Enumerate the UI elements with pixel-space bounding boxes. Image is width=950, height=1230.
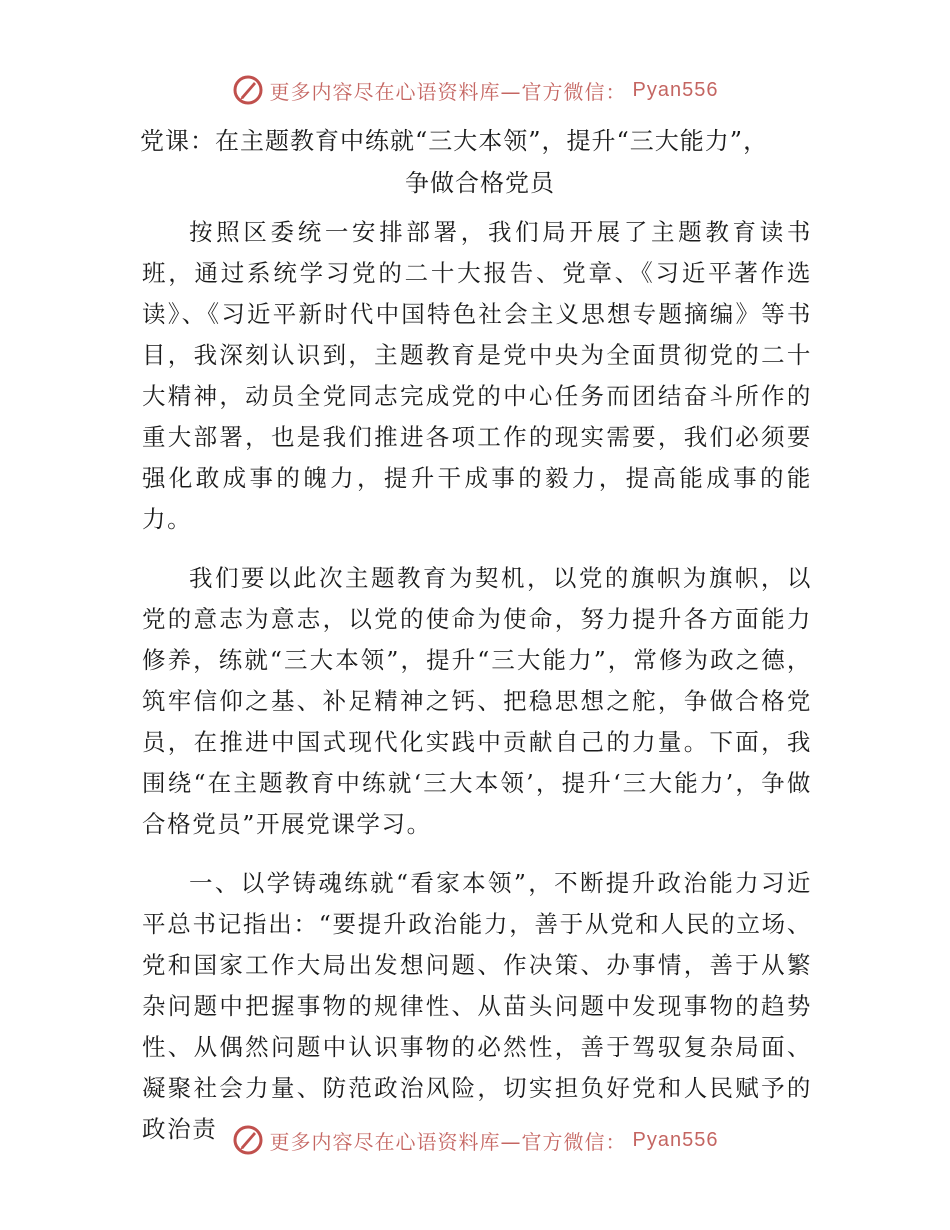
title-line-1: 党课：在主题教育中练就“三大本领”，提升“三大能力”， [140, 127, 769, 155]
watermark-brand: Pyan556 [632, 78, 719, 101]
watermark-text: 更多内容尽在心语资料库—官方微信： [269, 1129, 627, 1154]
header-watermark [0, 70, 950, 110]
paragraph-2: 我们要以此次主题教育为契机，以党的旗帜为旗帜，以党的意志为意志，以党的使命为使命，努力提升各方面能力修养，练就“三大本领”，提升“三大能力”，常修为政之德，筑牢信仰之基、补足精神之钙、把稳思想之舵，争做合格党员，在推进中国式现代化实践中贡献自己的力量。下面，我围绕“在主题教育中练就‘三大本领’，提升‘三大能力’，争做合格党员”开展党课学习。 [142, 564, 812, 838]
watermark-text: 更多内容尽在心语资料库—官方微信： [269, 79, 627, 104]
paragraph-3: 一、以学铸魂练就“看家本领”，不断提升政治能力习近平总书记指出：“要提升政治能力，善于从党和人民的立场、党和国家工作大局出发想问题、作决策、办事情，善于从繁杂问题中把握事物的规律性、从苗头问题中发现事物的趋势性、从偶然问题中认识事物的必然性，善于驾驭复杂局面、凝聚社会力量、防范政治风险，切实担负好党和人民赋予的政治责 [142, 869, 812, 1143]
pen-feather-logo-icon [232, 74, 264, 106]
document-body [142, 212, 812, 1168]
watermark-brand: Pyan556 [632, 1128, 719, 1151]
title-line-2: 争做合格党员 [405, 169, 555, 197]
pen-feather-logo-icon [232, 1124, 264, 1156]
document-title [140, 120, 820, 204]
footer-watermark [0, 1120, 950, 1160]
paragraph-1: 按照区委统一安排部署，我们局开展了主题教育读书班，通过系统学习党的二十大报告、党章、《习近平著作选读》、《习近平新时代中国特色社会主义思想专题摘编》等书目，我深刻认识到，主题教育是党中央为全面贯彻党的二十大精神，动员全党同志完成党的中心任务而团结奋斗所作的重大部署，也是我们推进各项工作的现实需要，我们必须要强化敢成事的魄力，提升干成事的毅力，提高能成事的能力。 [142, 218, 812, 533]
